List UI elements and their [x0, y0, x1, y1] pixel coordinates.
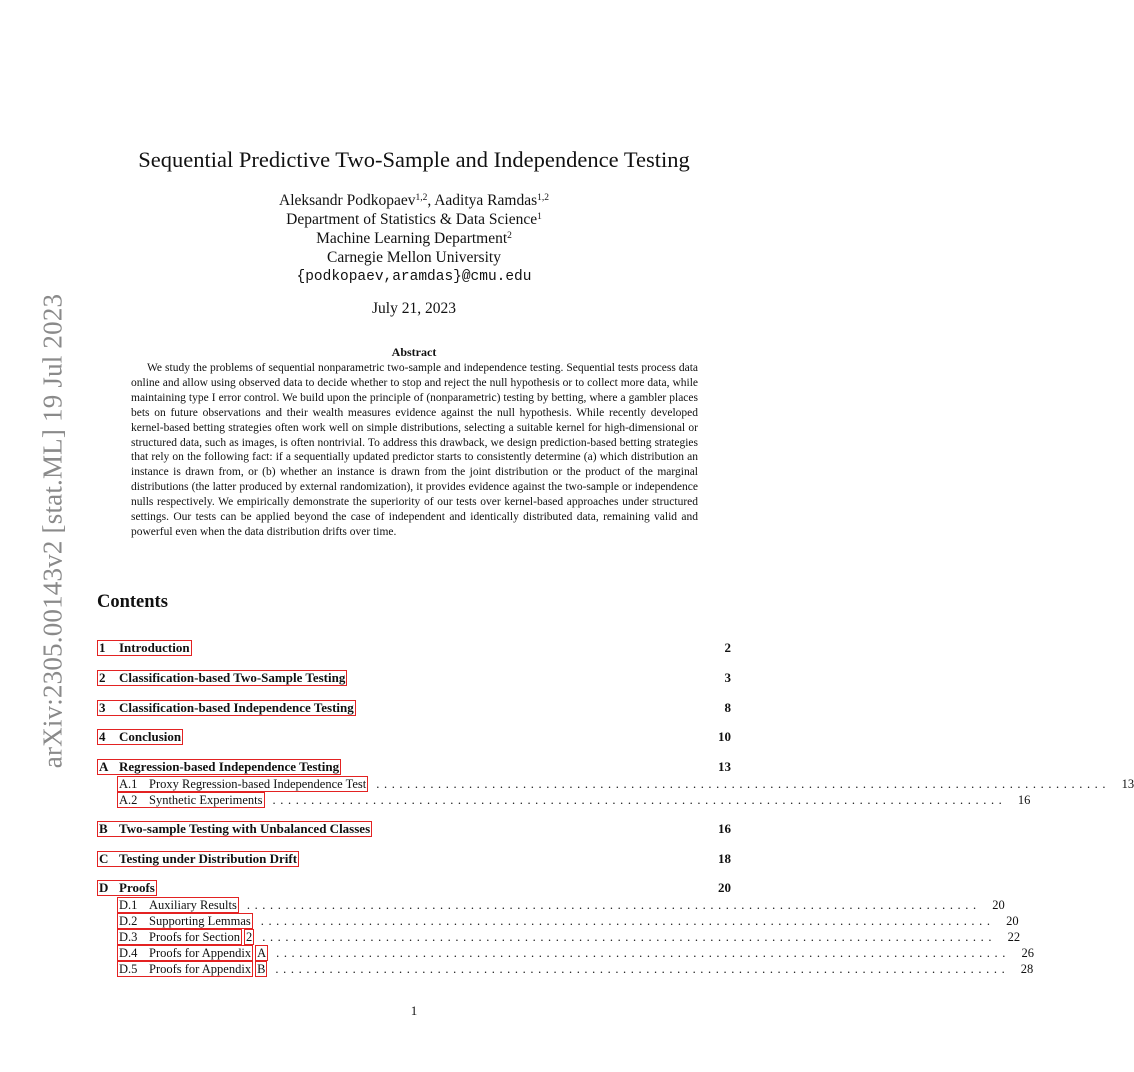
toc-link[interactable]: C Testing under Distribution Drift — [99, 851, 298, 866]
toc-link[interactable]: B Two-sample Testing with Unbalanced Classes — [99, 821, 371, 836]
toc-page: 20 — [1006, 914, 1019, 928]
toc-page: 13 — [1121, 777, 1134, 791]
toc-page: 18 — [718, 851, 731, 866]
affiliation-2: Machine Learning Department$^2$ — [316, 230, 512, 247]
toc-entry[interactable] — [97, 851, 731, 869]
toc-leader-dots: ............................................................................................... — [376, 777, 1111, 791]
toc-entry[interactable] — [97, 759, 731, 777]
toc-link[interactable]: 2 Classification-based Two-Sample Testing — [99, 670, 346, 685]
toc-page: 22 — [1007, 930, 1021, 944]
affiliation-1: Department of Statistics & Data Science$^1$ — [286, 211, 542, 228]
toc-link[interactable]: 3 Classification-based Independence Testing — [99, 700, 354, 715]
abstract-heading: Abstract — [391, 345, 437, 359]
toc-leader-dots: ............................................................................................... — [246, 898, 981, 912]
contents-heading: Contents — [97, 592, 168, 612]
toc-page: 13 — [718, 759, 731, 774]
toc-page: 16 — [718, 821, 731, 836]
toc-entry[interactable] — [97, 640, 731, 658]
section-ref-link[interactable]: 2 — [245, 930, 253, 944]
toc-page: 16 — [1017, 793, 1031, 807]
toc-entry[interactable] — [97, 729, 731, 747]
toc-link[interactable]: 1 Introduction — [99, 640, 190, 655]
toc-link[interactable]: D.4 Proofs for Appendix — [119, 946, 252, 960]
page-number: 1 — [410, 1003, 418, 1018]
author-line: Aleksandr Podkopaev$^{1,2}$, Aaditya Ramdas$^{1,2}$ — [279, 192, 549, 209]
toc-entry[interactable] — [97, 700, 731, 718]
toc-leader-dots: ............................................................................................... — [275, 962, 1010, 976]
toc-link[interactable]: 4 Conclusion — [99, 729, 182, 744]
toc-page: 20 — [992, 898, 1005, 912]
author-1: Aleksandr Podkopaev — [279, 192, 416, 209]
author-2: , Aaditya Ramdas — [427, 192, 538, 209]
toc-link[interactable]: A Regression-based Independence Testing — [99, 759, 340, 774]
abstract-text: We study the problems of sequential nonparametric two-sample and independence testing. Sequential tests process data online and allow using observed data to decide whether to stop and reject the null hypothesis or to collect more data, while maintaining type I error control. We build upon the principle of (nonparametric) testing by betting, where a gambler places bets on future observations and their wealth measures evidence against the null hypothesis. While recently developed kernel-based betting strategies often work well on simple distributions, selecting a suitable kernel for high-dimensional or structured data, such as images, is often nontrivial. To address this drawback, we design prediction-based betting strategies that rely on the following fact: if a sequentially updated predictor starts to consistently determine (a) which distribution an instance is drawn from, or (b) whether an instance is drawn from the joint distribution or the product of the marginal distributions (the latter produced by external randomization), it provides evidence against the two-sample or independence nulls respectively. We empirically demonstrate the superiority of our tests over kernel-based approaches under structured settings. Our tests can be applied beyond the case of independent and identically distributed data, remaining valid and powerful even when the data distribution drifts over time. — [131, 362, 698, 538]
toc-link[interactable]: D.5 Proofs for Appendix — [119, 962, 252, 976]
toc-entry[interactable] — [97, 880, 731, 898]
toc-subentry[interactable] — [117, 961, 1034, 979]
toc-leader-dots: ............................................................................................... — [262, 930, 997, 944]
toc-subentry[interactable] — [117, 792, 1031, 810]
date: July 21, 2023 — [372, 300, 456, 317]
arxiv-stamp-text: arXiv:2305.00143v2 [stat.ML] 19 Jul 2023 — [37, 293, 68, 769]
toc-page: 28 — [1020, 962, 1034, 976]
toc-link[interactable]: D.2 Supporting Lemmas — [119, 914, 251, 928]
toc-entry[interactable] — [97, 821, 731, 839]
appendix-ref-link[interactable]: B — [257, 962, 266, 976]
toc-leader-dots: ............................................................................................... — [276, 946, 1010, 960]
email[interactable]: {podkopaev,aramdas}@cmu.edu — [296, 269, 532, 285]
toc-leader-dots: ............................................................................................... — [260, 914, 995, 928]
toc-page: 26 — [1021, 946, 1034, 960]
toc-link[interactable]: D.1 Auxiliary Results — [119, 898, 237, 912]
toc-page: 3 — [724, 670, 731, 685]
toc-page: 10 — [718, 729, 731, 744]
toc-page: 8 — [724, 700, 731, 715]
toc-page: 20 — [718, 880, 731, 895]
toc-link[interactable]: A.1 Proxy Regression-based Independence Test — [119, 777, 367, 791]
paper-title: Sequential Predictive Two-Sample and Independence Testing — [138, 147, 690, 172]
toc-leader-dots: ............................................................................................... — [272, 793, 1007, 807]
toc-entry[interactable] — [97, 670, 731, 688]
toc-page: 2 — [724, 640, 731, 655]
appendix-ref-link[interactable]: A — [257, 946, 267, 960]
toc-link[interactable]: D.3 Proofs for Section — [119, 930, 240, 944]
toc-link[interactable]: D Proofs — [99, 880, 155, 895]
toc-link[interactable]: A.2 Synthetic Experiments — [119, 793, 263, 807]
affiliation-3: Carnegie Mellon University — [327, 249, 501, 266]
